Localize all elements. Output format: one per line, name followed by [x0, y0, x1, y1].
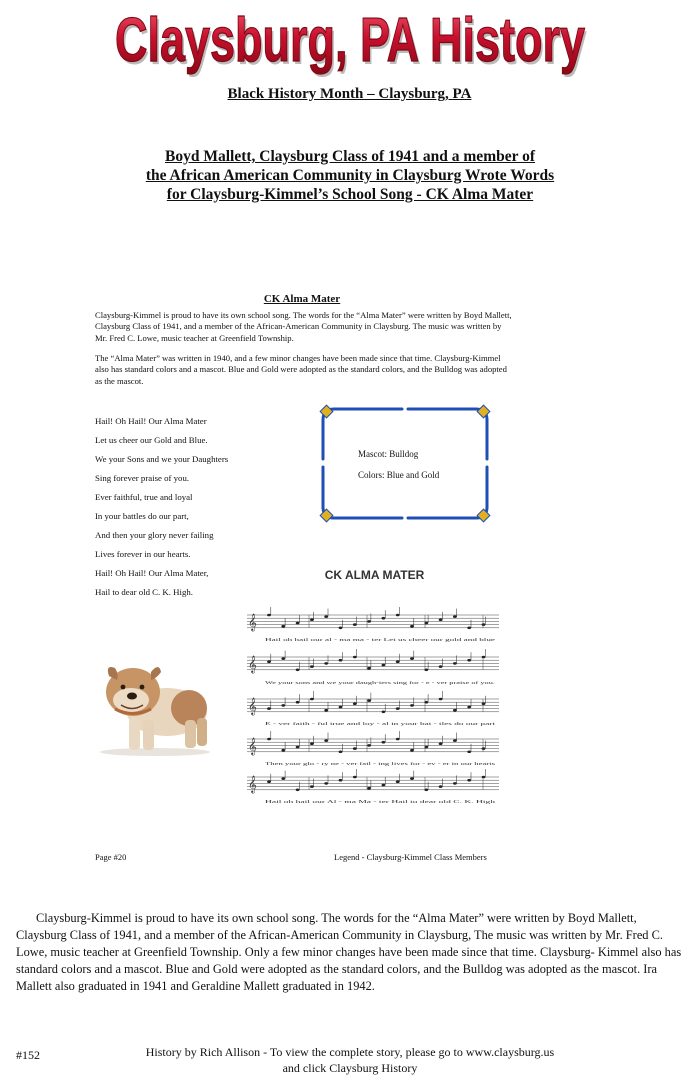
document-paragraph: Claysburg-Kimmel is proud to have its own school song. The words for the “Alma Mater” were written by Boyd Mallett, Claysburg Class of 1941, and a member of the African-American Community in Claysburg. The music was written by Mr. Fred C. Lowe, music teacher at Greenfield Township.: [95, 310, 512, 343]
document-page-number: Page #20: [95, 852, 127, 862]
headline-line: for Claysburg-Kimmel’s School Song - CK Alma Mater: [166, 186, 534, 203]
corner-ornament-icon: [320, 405, 490, 522]
svg-text:𝄞: 𝄞: [248, 739, 257, 755]
sheet-music-lyric: E - ver faith - ful true and loy - al in your bat - tles do our part: [265, 721, 497, 726]
banner-text: Claysburg, PA History: [115, 6, 586, 75]
bulldog-icon: [93, 654, 217, 758]
article-body-paragraph: Claysburg-Kimmel is proud to have its own school song. The words for the “Alma Mater” were written by Boyd Mallett, Claysburg Class of 1941, and a member of the African-American Community in Claysburg, The music was written by Mr. Fred C. Lowe, music teacher at Greenfield Township. Only a few minor changes have been made since that time. Claysburg- Kimmel also has standard colors and a mascot. Blue and Gold were adopted as the standard colors, and the Bulldog was adopted as the mascot. Ira Mallett also graduated in 1941 and Geraldine Mallett graduated in 1942.: [16, 911, 682, 993]
headline-line: the African American Community in Claysburg Wrote Words: [145, 167, 555, 184]
decorative-frame: [320, 405, 490, 522]
site-banner-logo: [108, 0, 592, 80]
alma-mater-lyrics: [95, 415, 295, 605]
mascot-label: Mascot: Bulldog: [358, 449, 419, 459]
svg-text:𝄞: 𝄞: [248, 615, 257, 631]
sheet-music: [243, 607, 503, 807]
document-legend-label: Legend - Claysburg-Kimmel Class Members: [334, 852, 487, 862]
lyric-line: Ever faithful, true and loyal: [95, 492, 193, 502]
document-title: CK Alma Mater: [263, 293, 341, 305]
scanned-document-page: [88, 282, 616, 874]
lyric-line: Sing forever praise of you.: [95, 473, 190, 483]
svg-text:𝄞: 𝄞: [248, 699, 257, 715]
article-headline: [100, 147, 600, 204]
lyric-line: In your battles do our part,: [95, 511, 189, 521]
sheet-music-lyric: Then your glo - ry ne - ver fail - ing lives for - ev - er in our hearts: [265, 761, 496, 766]
banner-shadow-text: Claysburg, PA History: [117, 9, 588, 78]
lyric-line: Let us cheer our Gold and Blue.: [95, 435, 208, 445]
svg-text:𝄞: 𝄞: [248, 657, 257, 673]
lyric-line: Lives forever in our hearts.: [95, 549, 191, 559]
sheet-music-title: CK ALMA MATER: [324, 568, 425, 582]
sheet-music-lyric: Hail oh hail our Al - ma Ma - ter Hail to dear old C. K. High: [265, 799, 497, 804]
colors-label: Colors: Blue and Gold: [358, 470, 440, 480]
lyric-line: Hail to dear old C. K. High.: [95, 587, 193, 597]
svg-text:𝄞: 𝄞: [248, 777, 257, 793]
document-paragraph: The “Alma Mater” was written in 1940, and a few minor changes have been made since that time. Claysburg-Kimmel also has standard colors and a mascot. Blue and Gold were adopted as the standard colors, and the Bulldog was adopted as the mascot.: [95, 353, 507, 386]
lyric-line: Hail! Oh Hail! Our Alma Mater: [95, 416, 207, 426]
sheet-music-lyric: Hail oh hail our al - ma ma - ter Let us cheer our gold and blue: [265, 637, 495, 642]
sheet-music-lyric: We your sons and we your daugh-ters sing for - e - ver praise of you.: [265, 680, 495, 685]
page-footer: [120, 1044, 580, 1076]
footer-instruction-line: and click Claysburg History: [282, 1061, 418, 1075]
footer-credit-line: History by Rich Allison - To view the complete story, please go to www.claysburg.us: [145, 1045, 555, 1059]
headline-line: Boyd Mallett, Claysburg Class of 1941 and a member of: [165, 148, 535, 165]
lyric-line: We your Sons and we your Daughters: [95, 454, 229, 464]
page-id-label: #152: [16, 1048, 40, 1062]
lyric-line: And then your glory never failing: [95, 530, 214, 540]
page-subtitle: Black History Month – Claysburg, PA: [227, 86, 472, 102]
lyric-line: Hail! Oh Hail! Our Alma Mater,: [95, 568, 209, 578]
